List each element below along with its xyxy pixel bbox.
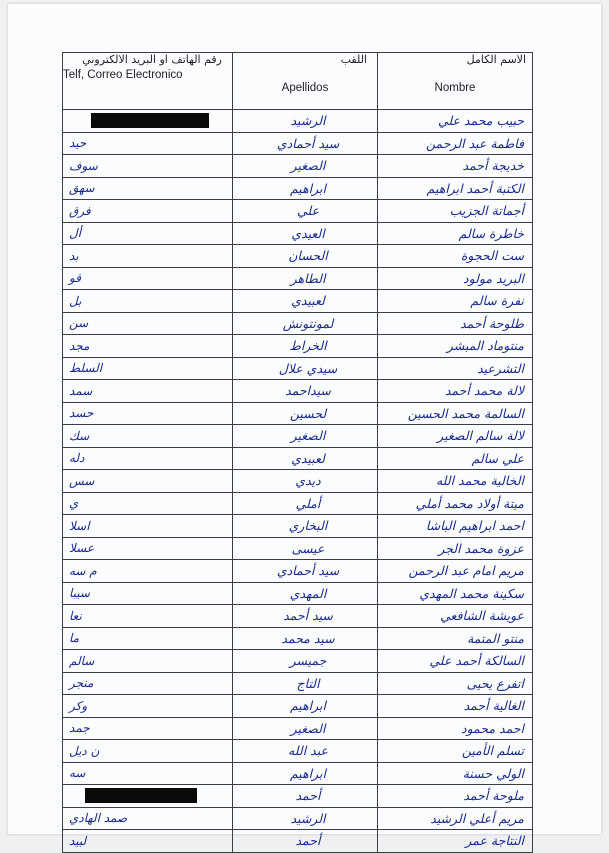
phone-cell [63, 807, 233, 830]
full-name-cell: فاطمة عبد الرحمن [378, 132, 533, 155]
phone-header-spanish: Telf, Correo Electronico [63, 69, 183, 81]
phone-cell [63, 380, 233, 403]
full-name-cell: السالكة أحمد علي [378, 650, 533, 673]
table-row [63, 132, 533, 155]
phone-cell [63, 582, 233, 605]
table-row [63, 785, 533, 808]
name-header [378, 53, 533, 110]
table-row [63, 762, 533, 785]
surname-cell: ابراهيم [233, 695, 378, 718]
full-name-cell: الخالية محمد الله [378, 470, 533, 493]
phone-value: جمد [69, 721, 90, 736]
surname-header-spanish: Apellidos [281, 82, 329, 94]
phone-value: مجد [69, 338, 90, 353]
surname-cell: العيدي [233, 222, 378, 245]
surname-cell: سيد أحمد [233, 605, 378, 628]
phone-cell [63, 650, 233, 673]
phone-value: حسد [69, 406, 94, 421]
phone-value: ن ديل [69, 743, 100, 758]
full-name-cell: احمد ابراهيم الباشا [378, 515, 533, 538]
table-row [63, 425, 533, 448]
phone-value: سه [69, 766, 86, 781]
table-row [63, 807, 533, 830]
phone-value: وكر [69, 698, 88, 713]
phone-value: السلط [69, 361, 103, 376]
table-row [63, 335, 533, 358]
phone-cell [63, 245, 233, 268]
phone-cell [63, 537, 233, 560]
phone-value: سالم [69, 653, 95, 668]
surname-cell: البخاري [233, 515, 378, 538]
full-name-cell: أجماتة الجزيب [378, 200, 533, 223]
phone-value: صمد الهادي [69, 811, 128, 826]
phone-cell [63, 447, 233, 470]
table-row [63, 290, 533, 313]
table-row [63, 627, 533, 650]
surname-cell: ابراهيم [233, 762, 378, 785]
phone-cell [63, 335, 233, 358]
phone-cell [63, 560, 233, 583]
full-name-cell: اتفرع يحيى [378, 672, 533, 695]
table-row [63, 605, 533, 628]
document-sheet [8, 4, 601, 849]
surname-cell: الصغير [233, 425, 378, 448]
full-name-cell: ميتة أولاد محمد أملي [378, 492, 533, 515]
surname-cell: سيداحمد [233, 380, 378, 403]
surname-cell: الصغير [233, 717, 378, 740]
phone-value: دله [69, 451, 85, 466]
phone-cell [63, 402, 233, 425]
full-name-cell: لالة محمد أحمد [378, 380, 533, 403]
name-header-spanish: Nombre [434, 82, 476, 94]
phone-cell [63, 605, 233, 628]
full-name-cell: احمد محمود [378, 717, 533, 740]
table-row [63, 560, 533, 583]
phone-cell [63, 290, 233, 313]
surname-cell: علي [233, 200, 378, 223]
surname-cell: التاج [233, 672, 378, 695]
phone-value: ما [69, 631, 80, 646]
surname-cell: سيد محمد [233, 627, 378, 650]
full-name-cell: سكينة محمد المهدي [378, 582, 533, 605]
phone-cell [63, 762, 233, 785]
phone-cell [63, 155, 233, 178]
table-row [63, 492, 533, 515]
phone-cell [63, 132, 233, 155]
table-row [63, 380, 533, 403]
full-name-cell: الكتبة أحمد ابراهيم [378, 177, 533, 200]
phone-value: منجر [69, 676, 94, 691]
surname-cell: أحمد [233, 785, 378, 808]
full-name-cell: مريم أعلي الرشيد [378, 807, 533, 830]
phone-value: سن [69, 316, 89, 331]
phone-cell [63, 470, 233, 493]
phone-cell [63, 627, 233, 650]
table-row [63, 515, 533, 538]
surname-cell: عيسى [233, 537, 378, 560]
surname-cell: لمونتونش [233, 312, 378, 335]
phone-value: سيبا [69, 586, 90, 601]
phone-value: سس [69, 473, 95, 488]
phone-cell [63, 740, 233, 763]
surname-cell: جميسر [233, 650, 378, 673]
full-name-cell: لالة سالم الصغير [378, 425, 533, 448]
phone-value: بد [69, 248, 79, 263]
surname-cell: الحسان [233, 245, 378, 268]
phone-cell [63, 267, 233, 290]
surname-cell: ابراهيم [233, 177, 378, 200]
surname-cell: الصغير [233, 155, 378, 178]
phone-cell [63, 672, 233, 695]
phone-cell [63, 357, 233, 380]
surname-cell: سيدي علال [233, 357, 378, 380]
surname-cell: الرشيد [233, 110, 378, 133]
table-row [63, 155, 533, 178]
full-name-cell: منتو المتمة [378, 627, 533, 650]
full-name-cell: عويشة الشافعي [378, 605, 533, 628]
phone-value: م سه [69, 563, 97, 578]
table-row [63, 200, 533, 223]
full-name-cell: ملوحة أحمد [378, 785, 533, 808]
phone-cell [63, 785, 233, 808]
full-name-cell: عزوة محمد الجر [378, 537, 533, 560]
full-name-cell: الولي حسنة [378, 762, 533, 785]
table-row [63, 357, 533, 380]
phone-value: سك [69, 428, 90, 443]
full-name-cell: تسلم الأمين [378, 740, 533, 763]
surname-cell: الخراط [233, 335, 378, 358]
surname-cell: لحسين [233, 402, 378, 425]
surname-header-arabic: اللقب [340, 53, 367, 66]
surname-cell: لعبيدي [233, 447, 378, 470]
phone-header-arabic: رقم الهاتف او البريد الالكتروني [82, 53, 222, 66]
table-row [63, 267, 533, 290]
surname-cell: أملي [233, 492, 378, 515]
phone-cell [63, 312, 233, 335]
table-row [63, 245, 533, 268]
phone-cell [63, 110, 233, 133]
phone-cell [63, 515, 233, 538]
full-name-cell: البريد مولود [378, 267, 533, 290]
full-name-cell: منتوماد المبشر [378, 335, 533, 358]
phone-value: لبيد [69, 833, 87, 848]
roster-table [62, 52, 533, 853]
table-row [63, 672, 533, 695]
table-row [63, 312, 533, 335]
surname-cell: المهدي [233, 582, 378, 605]
phone-cell [63, 717, 233, 740]
table-row [63, 222, 533, 245]
surname-cell: ديدي [233, 470, 378, 493]
header-row [63, 53, 533, 110]
phone-value: سهق [69, 181, 95, 196]
full-name-cell: نفرة سالم [378, 290, 533, 313]
name-header-arabic: الاسم الكامل [466, 53, 526, 66]
table-row [63, 470, 533, 493]
phone-value: اسلا [69, 518, 90, 533]
phone-value: ي [69, 496, 79, 511]
table-row [63, 402, 533, 425]
surname-cell: الرشيد [233, 807, 378, 830]
phone-cell [63, 830, 233, 853]
full-name-cell: حبيب محمد علي [378, 110, 533, 133]
redaction-bar [85, 788, 197, 803]
surname-cell: الطاهر [233, 267, 378, 290]
surname-cell: سيد أحمادي [233, 132, 378, 155]
full-name-cell: خديجة أحمد [378, 155, 533, 178]
full-name-cell: خاطرة سالم [378, 222, 533, 245]
phone-cell [63, 492, 233, 515]
table-row [63, 582, 533, 605]
full-name-cell: التشرعيد [378, 357, 533, 380]
redaction-bar [91, 113, 209, 128]
table-row [63, 830, 533, 853]
surname-cell: عبد الله [233, 740, 378, 763]
table-row [63, 447, 533, 470]
full-name-cell: علي سالم [378, 447, 533, 470]
phone-cell [63, 222, 233, 245]
phone-cell [63, 200, 233, 223]
table-row [63, 650, 533, 673]
table-row [63, 110, 533, 133]
phone-header [63, 53, 233, 110]
phone-cell [63, 695, 233, 718]
phone-value: حيد [69, 136, 87, 151]
phone-value: عسلا [69, 541, 95, 556]
surname-cell: سيد أحمادي [233, 560, 378, 583]
phone-value: قو [69, 271, 81, 286]
phone-value: نعا [69, 608, 82, 623]
surname-cell: لعبيدي [233, 290, 378, 313]
full-name-cell: الغالية أحمد [378, 695, 533, 718]
roster-body [63, 110, 533, 853]
full-name-cell: طلوحة أحمد [378, 312, 533, 335]
full-name-cell: مريم امام عبد الرحمن [378, 560, 533, 583]
full-name-cell: ست الحجوة [378, 245, 533, 268]
phone-value: فرق [69, 203, 91, 218]
full-name-cell: النتاجة عمر [378, 830, 533, 853]
table-row [63, 740, 533, 763]
table-row [63, 177, 533, 200]
phone-value: بل [69, 293, 82, 308]
table-row [63, 695, 533, 718]
phone-value: سمد [69, 383, 93, 398]
surname-header [233, 53, 378, 110]
full-name-cell: السالمة محمد الحسين [378, 402, 533, 425]
phone-cell [63, 425, 233, 448]
phone-cell [63, 177, 233, 200]
table-row [63, 537, 533, 560]
surname-cell: أحمد [233, 830, 378, 853]
phone-value: سوف [69, 158, 98, 173]
table-row [63, 717, 533, 740]
phone-value: أل [69, 226, 82, 241]
